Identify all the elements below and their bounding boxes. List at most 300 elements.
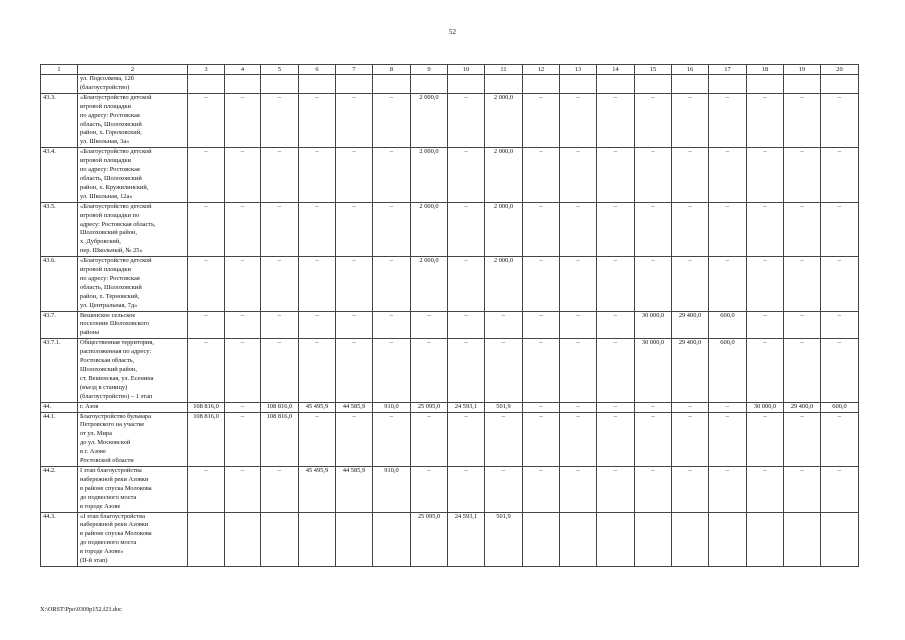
value-cell: – bbox=[747, 311, 784, 339]
description-line: до подвесного моста bbox=[80, 493, 137, 501]
value-cell: 910,0 bbox=[373, 402, 411, 412]
value-cell: – bbox=[560, 148, 597, 202]
row-number: 44.2. bbox=[41, 466, 78, 512]
value-cell: – bbox=[299, 202, 336, 256]
value-cell: – bbox=[523, 311, 560, 339]
value-cell: – bbox=[784, 339, 821, 402]
value-cell: 29 400,0 bbox=[784, 402, 821, 412]
description-line: в городе Азове» bbox=[80, 548, 124, 556]
row-description bbox=[78, 339, 188, 402]
column-number: 14 bbox=[597, 65, 635, 75]
value-cell: 29 400,0 bbox=[672, 311, 709, 339]
value-cell: – bbox=[821, 339, 859, 402]
value-cell: – bbox=[672, 202, 709, 256]
row-number: 43.7. bbox=[41, 311, 78, 339]
description-line: по адресу: Ростовская bbox=[80, 166, 140, 174]
value-cell: – bbox=[709, 257, 747, 311]
value-cell bbox=[299, 512, 336, 566]
column-number: 10 bbox=[448, 65, 485, 75]
row-description bbox=[78, 202, 188, 256]
value-cell bbox=[821, 512, 859, 566]
value-cell: – bbox=[821, 93, 859, 147]
description-line: I этап благоустройства bbox=[80, 466, 142, 474]
value-cell: 600,0 bbox=[821, 402, 859, 412]
value-cell bbox=[709, 75, 747, 94]
value-cell: – bbox=[485, 311, 523, 339]
description-line: район, х. Кружилинский, bbox=[80, 183, 149, 191]
value-cell: – bbox=[784, 148, 821, 202]
value-cell: – bbox=[411, 339, 448, 402]
description-line: расположенная по адресу: bbox=[80, 348, 152, 356]
value-cell: – bbox=[225, 339, 261, 402]
value-cell: – bbox=[709, 148, 747, 202]
value-cell: – bbox=[523, 93, 560, 147]
value-cell: – bbox=[261, 339, 299, 402]
value-cell: – bbox=[560, 311, 597, 339]
value-cell: – bbox=[635, 412, 672, 466]
table-row bbox=[41, 311, 859, 339]
value-cell: – bbox=[188, 93, 225, 147]
table-row bbox=[41, 466, 859, 512]
value-cell: – bbox=[448, 466, 485, 512]
value-cell: – bbox=[635, 202, 672, 256]
description-line: (II-й этап) bbox=[80, 557, 108, 565]
column-number: 2 bbox=[78, 65, 188, 75]
value-cell bbox=[709, 512, 747, 566]
value-cell: – bbox=[336, 93, 373, 147]
value-cell: – bbox=[597, 402, 635, 412]
description-line: до подвесного моста bbox=[80, 539, 137, 547]
value-cell: – bbox=[336, 311, 373, 339]
row-description bbox=[78, 257, 188, 311]
value-cell bbox=[225, 75, 261, 94]
column-number: 19 bbox=[784, 65, 821, 75]
value-cell: – bbox=[336, 257, 373, 311]
value-cell: – bbox=[709, 466, 747, 512]
row-description bbox=[78, 412, 188, 466]
value-cell bbox=[672, 512, 709, 566]
row-description bbox=[78, 148, 188, 202]
value-cell: – bbox=[709, 402, 747, 412]
column-number: 8 bbox=[373, 65, 411, 75]
description-line: «I этап благоустройства bbox=[80, 512, 145, 520]
value-cell bbox=[261, 75, 299, 94]
row-number: 44.3. bbox=[41, 512, 78, 566]
description-line: поселение Шолоховского bbox=[80, 320, 150, 328]
value-cell: – bbox=[299, 257, 336, 311]
description-line: «Благоустройство детской bbox=[80, 257, 152, 265]
value-cell: 108 816,0 bbox=[261, 402, 299, 412]
value-cell: – bbox=[709, 412, 747, 466]
value-cell: – bbox=[448, 339, 485, 402]
value-cell bbox=[747, 512, 784, 566]
value-cell: – bbox=[747, 148, 784, 202]
row-number: 43.7.1. bbox=[41, 339, 78, 402]
value-cell: – bbox=[821, 311, 859, 339]
value-cell: – bbox=[225, 311, 261, 339]
value-cell: – bbox=[821, 202, 859, 256]
column-number: 4 bbox=[225, 65, 261, 75]
row-number: 44. bbox=[41, 402, 78, 412]
value-cell: 600,0 bbox=[709, 339, 747, 402]
value-cell: – bbox=[597, 257, 635, 311]
value-cell: – bbox=[747, 202, 784, 256]
description-line: в городе Азове bbox=[80, 502, 121, 510]
column-number: 9 bbox=[411, 65, 448, 75]
value-cell bbox=[336, 512, 373, 566]
description-line: набережной реки Азовки bbox=[80, 521, 149, 529]
value-cell: – bbox=[672, 93, 709, 147]
row-description bbox=[78, 93, 188, 147]
value-cell: – bbox=[261, 311, 299, 339]
value-cell: 501,9 bbox=[485, 402, 523, 412]
value-cell bbox=[635, 512, 672, 566]
column-number: 15 bbox=[635, 65, 672, 75]
value-cell: – bbox=[672, 402, 709, 412]
row-number: 44.1. bbox=[41, 412, 78, 466]
page-number: 52 bbox=[449, 28, 456, 36]
value-cell: 108 816,0 bbox=[261, 412, 299, 466]
value-cell: – bbox=[261, 148, 299, 202]
description-line: района bbox=[80, 329, 99, 337]
description-line: область, Шолоховский bbox=[80, 174, 142, 182]
value-cell: – bbox=[747, 339, 784, 402]
value-cell: 24 593,1 bbox=[448, 402, 485, 412]
description-line: игровой площадки bbox=[80, 266, 131, 274]
value-cell: – bbox=[225, 402, 261, 412]
description-line: от ул. Мира bbox=[80, 430, 112, 438]
value-cell: – bbox=[821, 257, 859, 311]
column-number: 12 bbox=[523, 65, 560, 75]
value-cell: – bbox=[448, 311, 485, 339]
value-cell: – bbox=[373, 412, 411, 466]
value-cell bbox=[448, 75, 485, 94]
value-cell: – bbox=[188, 311, 225, 339]
value-cell: – bbox=[411, 311, 448, 339]
value-cell: – bbox=[635, 93, 672, 147]
value-cell: – bbox=[635, 466, 672, 512]
value-cell: 25 095,0 bbox=[411, 512, 448, 566]
value-cell bbox=[188, 75, 225, 94]
value-cell: – bbox=[225, 93, 261, 147]
value-cell: – bbox=[784, 311, 821, 339]
table-row bbox=[41, 512, 859, 566]
description-line: в г. Азове bbox=[80, 448, 106, 456]
value-cell: – bbox=[523, 257, 560, 311]
column-number: 3 bbox=[188, 65, 225, 75]
value-cell: – bbox=[373, 257, 411, 311]
value-cell: – bbox=[560, 402, 597, 412]
value-cell bbox=[261, 512, 299, 566]
value-cell bbox=[597, 75, 635, 94]
value-cell: – bbox=[373, 148, 411, 202]
value-cell: 2 000,0 bbox=[411, 257, 448, 311]
value-cell: – bbox=[560, 339, 597, 402]
description-line: Благоустройство бульвара bbox=[80, 412, 151, 420]
description-line: Ростовская область, bbox=[80, 357, 135, 365]
value-cell: – bbox=[261, 257, 299, 311]
value-cell: – bbox=[597, 466, 635, 512]
value-cell: – bbox=[523, 412, 560, 466]
value-cell bbox=[523, 75, 560, 94]
value-cell: 30 000,0 bbox=[747, 402, 784, 412]
value-cell: 910,0 bbox=[373, 466, 411, 512]
column-number: 13 bbox=[560, 65, 597, 75]
value-cell bbox=[784, 512, 821, 566]
value-cell: – bbox=[448, 202, 485, 256]
value-cell: – bbox=[784, 466, 821, 512]
value-cell: 24 593,1 bbox=[448, 512, 485, 566]
value-cell: – bbox=[261, 93, 299, 147]
description-line: Общественная территория, bbox=[80, 339, 154, 347]
value-cell: – bbox=[523, 202, 560, 256]
column-number: 6 bbox=[299, 65, 336, 75]
value-cell: – bbox=[523, 339, 560, 402]
description-line: по адресу: Ростовская bbox=[80, 111, 140, 119]
value-cell bbox=[373, 512, 411, 566]
description-line: область, Шолоховский bbox=[80, 283, 142, 291]
column-number: 16 bbox=[672, 65, 709, 75]
value-cell: – bbox=[523, 466, 560, 512]
value-cell: – bbox=[672, 148, 709, 202]
description-line: игровой площадки bbox=[80, 157, 131, 165]
value-cell: – bbox=[485, 339, 523, 402]
value-cell: – bbox=[261, 202, 299, 256]
description-line: Шолоховский район, bbox=[80, 366, 137, 373]
description-line: г. Азов bbox=[80, 402, 99, 410]
table-row bbox=[41, 75, 859, 94]
file-path-footer: X:\ORST\Ppo\0309p152.f23.doc bbox=[40, 606, 122, 613]
table-row bbox=[41, 202, 859, 256]
value-cell bbox=[299, 75, 336, 94]
description-line: х. Дубровский, bbox=[80, 238, 121, 246]
table-row bbox=[41, 339, 859, 402]
value-cell: – bbox=[299, 148, 336, 202]
column-number: 5 bbox=[261, 65, 299, 75]
description-line: (благоустройство) – 1 этап bbox=[80, 392, 153, 400]
value-cell bbox=[821, 75, 859, 94]
value-cell: – bbox=[597, 148, 635, 202]
description-line: Ростовской области bbox=[80, 457, 134, 465]
column-number: 20 bbox=[821, 65, 859, 75]
value-cell: – bbox=[188, 466, 225, 512]
description-line: по адресу: Ростовская bbox=[80, 274, 140, 282]
value-cell: 2 000,0 bbox=[411, 202, 448, 256]
value-cell: – bbox=[225, 148, 261, 202]
description-line: в районе спуска Молокова bbox=[80, 484, 152, 492]
table-header-row bbox=[41, 65, 859, 75]
value-cell: – bbox=[560, 412, 597, 466]
value-cell: – bbox=[448, 148, 485, 202]
value-cell: – bbox=[747, 412, 784, 466]
value-cell: – bbox=[336, 339, 373, 402]
description-line: «Благоустройство детской bbox=[80, 93, 152, 101]
value-cell: – bbox=[597, 311, 635, 339]
description-line: в районе спуска Молокова bbox=[80, 530, 152, 538]
table-row bbox=[41, 93, 859, 147]
value-cell: – bbox=[560, 466, 597, 512]
value-cell: 600,0 bbox=[709, 311, 747, 339]
value-cell bbox=[411, 75, 448, 94]
description-line: набережной реки Азовки bbox=[80, 475, 149, 483]
value-cell: – bbox=[299, 93, 336, 147]
value-cell: – bbox=[336, 148, 373, 202]
value-cell: 44 585,9 bbox=[336, 402, 373, 412]
description-line: пер. Школьный, № 25» bbox=[80, 247, 143, 255]
description-line: ст. Вешенская, ул. Есенина bbox=[80, 374, 154, 382]
value-cell: – bbox=[225, 412, 261, 466]
value-cell: – bbox=[821, 412, 859, 466]
value-cell: – bbox=[784, 412, 821, 466]
value-cell: – bbox=[597, 202, 635, 256]
value-cell: 2 000,0 bbox=[485, 257, 523, 311]
value-cell: – bbox=[373, 93, 411, 147]
value-cell: 108 816,0 bbox=[188, 402, 225, 412]
value-cell: – bbox=[747, 257, 784, 311]
description-line: игровой площадки по bbox=[80, 211, 140, 219]
value-cell bbox=[597, 512, 635, 566]
value-cell: – bbox=[597, 93, 635, 147]
value-cell bbox=[225, 512, 261, 566]
row-description bbox=[78, 311, 188, 339]
value-cell: 2 000,0 bbox=[411, 148, 448, 202]
value-cell: – bbox=[784, 202, 821, 256]
row-description bbox=[78, 466, 188, 512]
description-line: ул. Школьная, 12а» bbox=[80, 192, 133, 200]
description-line: ул. Школьная, 3а» bbox=[80, 138, 130, 146]
description-line: до ул. Московской bbox=[80, 439, 131, 447]
value-cell: 44 585,9 bbox=[336, 466, 373, 512]
value-cell: 108 816,0 bbox=[188, 412, 225, 466]
value-cell: – bbox=[225, 466, 261, 512]
value-cell: – bbox=[261, 466, 299, 512]
value-cell: – bbox=[821, 148, 859, 202]
description-line: Вешенское сельское bbox=[80, 311, 136, 319]
value-cell bbox=[747, 75, 784, 94]
value-cell: – bbox=[523, 402, 560, 412]
table-row bbox=[41, 412, 859, 466]
value-cell: – bbox=[411, 466, 448, 512]
value-cell: – bbox=[560, 202, 597, 256]
value-cell bbox=[485, 75, 523, 94]
value-cell: – bbox=[672, 412, 709, 466]
value-cell: – bbox=[299, 412, 336, 466]
value-cell: – bbox=[709, 202, 747, 256]
value-cell bbox=[560, 512, 597, 566]
value-cell: – bbox=[821, 466, 859, 512]
value-cell: – bbox=[523, 148, 560, 202]
value-cell bbox=[188, 512, 225, 566]
value-cell: – bbox=[560, 93, 597, 147]
value-cell: – bbox=[448, 93, 485, 147]
value-cell: – bbox=[225, 257, 261, 311]
description-line: Петровского на участке bbox=[80, 421, 145, 429]
value-cell: – bbox=[635, 148, 672, 202]
value-cell: – bbox=[188, 148, 225, 202]
value-cell bbox=[336, 75, 373, 94]
row-number: 43.5. bbox=[41, 202, 78, 256]
value-cell: – bbox=[373, 202, 411, 256]
value-cell: 45 495,9 bbox=[299, 402, 336, 412]
value-cell bbox=[523, 512, 560, 566]
value-cell: – bbox=[747, 93, 784, 147]
value-cell: – bbox=[784, 257, 821, 311]
value-cell: – bbox=[188, 257, 225, 311]
value-cell: 29 400,0 bbox=[672, 339, 709, 402]
value-cell: – bbox=[635, 257, 672, 311]
value-cell: 30 000,0 bbox=[635, 311, 672, 339]
value-cell: – bbox=[485, 466, 523, 512]
row-description bbox=[78, 75, 188, 94]
value-cell: – bbox=[411, 412, 448, 466]
value-cell: 45 495,9 bbox=[299, 466, 336, 512]
value-cell: – bbox=[784, 93, 821, 147]
description-line: (благоустройство) bbox=[80, 83, 130, 91]
value-cell: 501,9 bbox=[485, 512, 523, 566]
value-cell: – bbox=[672, 466, 709, 512]
description-line: район, х. Терновский, bbox=[80, 292, 140, 300]
value-cell: – bbox=[709, 93, 747, 147]
value-cell: – bbox=[336, 412, 373, 466]
budget-table bbox=[40, 64, 859, 567]
value-cell: – bbox=[336, 202, 373, 256]
value-cell: 30 000,0 bbox=[635, 339, 672, 402]
description-line: адресу: Ростовская область, bbox=[80, 220, 156, 228]
value-cell: – bbox=[597, 339, 635, 402]
value-cell bbox=[560, 75, 597, 94]
value-cell bbox=[672, 75, 709, 94]
value-cell: – bbox=[225, 202, 261, 256]
value-cell: 25 095,0 bbox=[411, 402, 448, 412]
value-cell: – bbox=[635, 402, 672, 412]
value-cell: – bbox=[672, 257, 709, 311]
column-number: 7 bbox=[336, 65, 373, 75]
value-cell: – bbox=[560, 257, 597, 311]
column-number: 17 bbox=[709, 65, 747, 75]
value-cell: – bbox=[747, 466, 784, 512]
row-description bbox=[78, 512, 188, 566]
description-line: игровой площадки bbox=[80, 102, 131, 110]
value-cell: 2 000,0 bbox=[411, 93, 448, 147]
table-row bbox=[41, 257, 859, 311]
description-line: «Благоустройство детской bbox=[80, 148, 152, 156]
column-number: 18 bbox=[747, 65, 784, 75]
table-body bbox=[41, 65, 859, 567]
table-row bbox=[41, 148, 859, 202]
value-cell: – bbox=[299, 311, 336, 339]
value-cell: – bbox=[373, 311, 411, 339]
description-line: район, х. Гороховский, bbox=[80, 129, 142, 137]
description-line: область, Шолоховский bbox=[80, 120, 142, 128]
description-line: (въезд в станицу) bbox=[80, 383, 128, 391]
row-number: 43.4. bbox=[41, 148, 78, 202]
row-description bbox=[78, 402, 188, 412]
value-cell: – bbox=[188, 202, 225, 256]
value-cell: – bbox=[485, 412, 523, 466]
column-number: 11 bbox=[485, 65, 523, 75]
value-cell: 2 000,0 bbox=[485, 202, 523, 256]
description-line: ул. Центральная, 7д» bbox=[80, 301, 138, 309]
row-number: 43.3. bbox=[41, 93, 78, 147]
value-cell: – bbox=[448, 412, 485, 466]
value-cell: – bbox=[448, 257, 485, 311]
value-cell: – bbox=[188, 339, 225, 402]
description-line: Шолоховский район, bbox=[80, 229, 137, 237]
value-cell bbox=[784, 75, 821, 94]
column-number: 1 bbox=[41, 65, 78, 75]
value-cell: 2 000,0 bbox=[485, 148, 523, 202]
value-cell bbox=[373, 75, 411, 94]
